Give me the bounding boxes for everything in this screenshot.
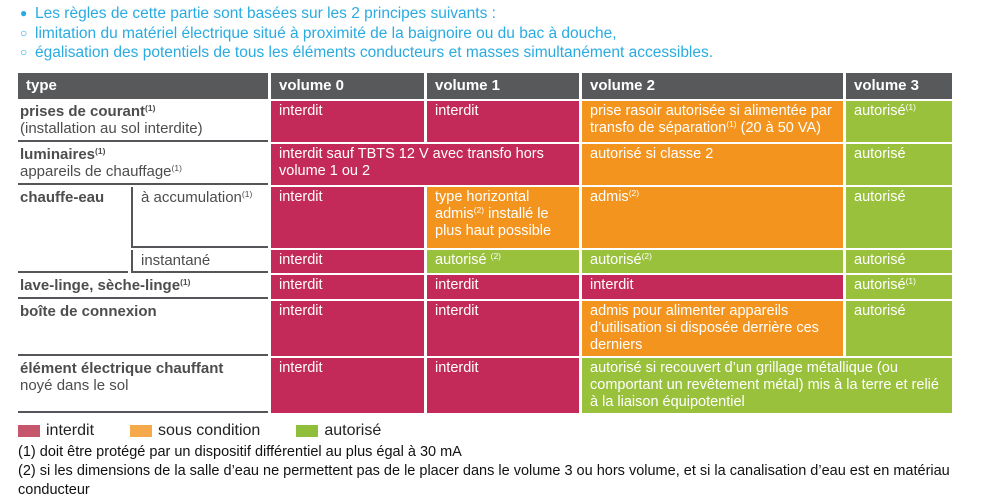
cell-accumulation-volume1: type horizontal admis$^{(2)}$ installé le plus haut possible [427, 187, 579, 248]
header-type: type [18, 73, 268, 99]
intro-line-2 [20, 24, 1000, 44]
type-cell-boite [18, 301, 268, 356]
hollow-bullet-icon: ○ [20, 45, 28, 59]
filled-bullet-icon: ● [20, 6, 28, 20]
cell-accumulation-volume0: interdit [271, 187, 424, 248]
intro-text-2: limitation du matériel électrique situé à proximité de la baignoire ou du bac à douche, [35, 24, 617, 42]
row-luminaires [18, 144, 952, 185]
cell-element-volume0: interdit [271, 358, 424, 413]
legend-item-autorise [296, 422, 381, 440]
type-subtitle: appareils de chauffage$^{(1)}$ [20, 163, 182, 180]
legend [18, 422, 1000, 440]
footnote-1: (1) doit être protégé par un dispositif différentiel au plus égal à 30 mA [18, 443, 462, 460]
type-title: élément électrique chauffant [20, 359, 224, 377]
row-chauffe-eau-instantane [18, 250, 952, 274]
legend-label: sous condition [158, 421, 261, 439]
cell-instantane-volume1: autorisé $^{(2)}$ [427, 250, 579, 274]
type-subtitle: noyé dans le sol [20, 377, 129, 394]
cell-lave-linge-volume1: interdit [427, 275, 579, 299]
header-volume-2: volume 2 [582, 73, 843, 99]
intro-text-1: Les règles de cette partie sont basées sur les 2 principes suivants : [35, 5, 496, 22]
cell-instantane-volume0: interdit [271, 250, 424, 274]
allowed-swatch-icon [296, 425, 318, 437]
legend-label: interdit [46, 421, 95, 439]
intro-principles [0, 0, 1000, 63]
cell-lave-linge-volume0: interdit [271, 275, 424, 299]
cell-accumulation-volume2: admis$^{(2)}$ [582, 187, 843, 248]
forbidden-swatch-icon [18, 425, 40, 437]
cell-prises-volume2: prise rasoir autorisée si alimentée par transfo de séparation$^{(1)}$ (20 à 50 VA) [582, 101, 843, 142]
type-cell-accumulation [131, 187, 268, 248]
legend-label: autorisé [324, 421, 382, 439]
type-cell-prises [18, 101, 268, 142]
type-subtitle: (installation au sol interdite) [20, 120, 203, 137]
type-title: lave-linge, sèche-linge$^{(1)}$ [20, 277, 191, 294]
cell-boite-volume1: interdit [427, 301, 579, 356]
cell-prises-volume1: interdit [427, 101, 579, 142]
footnotes [18, 443, 1000, 500]
volumes-rules-table [15, 71, 955, 415]
cell-element-volume2-3: autorisé si recouvert d’un grillage métallique (ou comportant un revêtement métal) mis à la terre et relié à la liaison équipotentiel [582, 358, 952, 413]
row-element-chauffant [18, 358, 952, 413]
legend-item-sous-condition [130, 422, 260, 440]
cell-instantane-volume3: autorisé [846, 250, 952, 274]
header-volume-1: volume 1 [427, 73, 579, 99]
cell-element-volume1: interdit [427, 358, 579, 413]
cell-prises-volume0: interdit [271, 101, 424, 142]
cell-instantane-volume2: autorisé$^{(2)}$ [582, 250, 843, 274]
type-title: chauffe-eau [20, 188, 105, 206]
type-cell-luminaires [18, 144, 268, 185]
cell-prises-volume3: autorisé$^{(1)}$ [846, 101, 952, 142]
type-title: luminaires$^{(1)}$ [20, 145, 106, 163]
conditional-swatch-icon [130, 425, 152, 437]
cell-boite-volume3: autorisé [846, 301, 952, 356]
footnote-2: (2) si les dimensions de la salle d’eau ne permettent pas de le placer dans le volume 3 ou hors volume, et si la canalisation d’eau est en matériau conducteur [18, 462, 950, 498]
cell-luminaires-volume3: autorisé [846, 144, 952, 185]
type-sublabel: instantané [141, 251, 211, 269]
cell-boite-volume0: interdit [271, 301, 424, 356]
header-volume-3: volume 3 [846, 73, 952, 99]
row-boite-de-connexion [18, 301, 952, 356]
intro-line-3 [20, 43, 1000, 63]
cell-lave-linge-volume3: autorisé$^{(1)}$ [846, 275, 952, 299]
cell-luminaires-volume0-1: interdit sauf TBTS 12 V avec transfo hors volume 1 ou 2 [271, 144, 579, 185]
header-volume-0: volume 0 [271, 73, 424, 99]
cell-luminaires-volume2: autorisé si classe 2 [582, 144, 843, 185]
cell-accumulation-volume3: autorisé [846, 187, 952, 248]
type-cell-chauffe-eau [18, 187, 128, 274]
table-header-row [18, 73, 952, 99]
type-title: prises de courant$^{(1)}$ [20, 102, 156, 120]
type-cell-element [18, 358, 268, 413]
row-lave-linge [18, 275, 952, 299]
type-title: boîte de connexion [20, 302, 157, 320]
legend-item-interdit [18, 422, 94, 440]
hollow-bullet-icon: ○ [20, 25, 28, 40]
type-cell-instantane [131, 250, 268, 274]
cell-boite-volume2: admis pour alimenter appareils d’utilisation si disposée derrière ces derniers [582, 301, 843, 356]
cell-lave-linge-volume2: interdit [582, 275, 843, 299]
row-chauffe-eau-accumulation [18, 187, 952, 248]
row-prises-de-courant [18, 101, 952, 142]
intro-line-1 [20, 4, 1000, 24]
intro-text-3: égalisation des potentiels de tous les éléments conducteurs et masses simultanément accessibles. [35, 44, 714, 61]
type-sublabel: à accumulation$^{(1)}$ [141, 188, 253, 206]
type-cell-lave-linge [18, 275, 268, 299]
